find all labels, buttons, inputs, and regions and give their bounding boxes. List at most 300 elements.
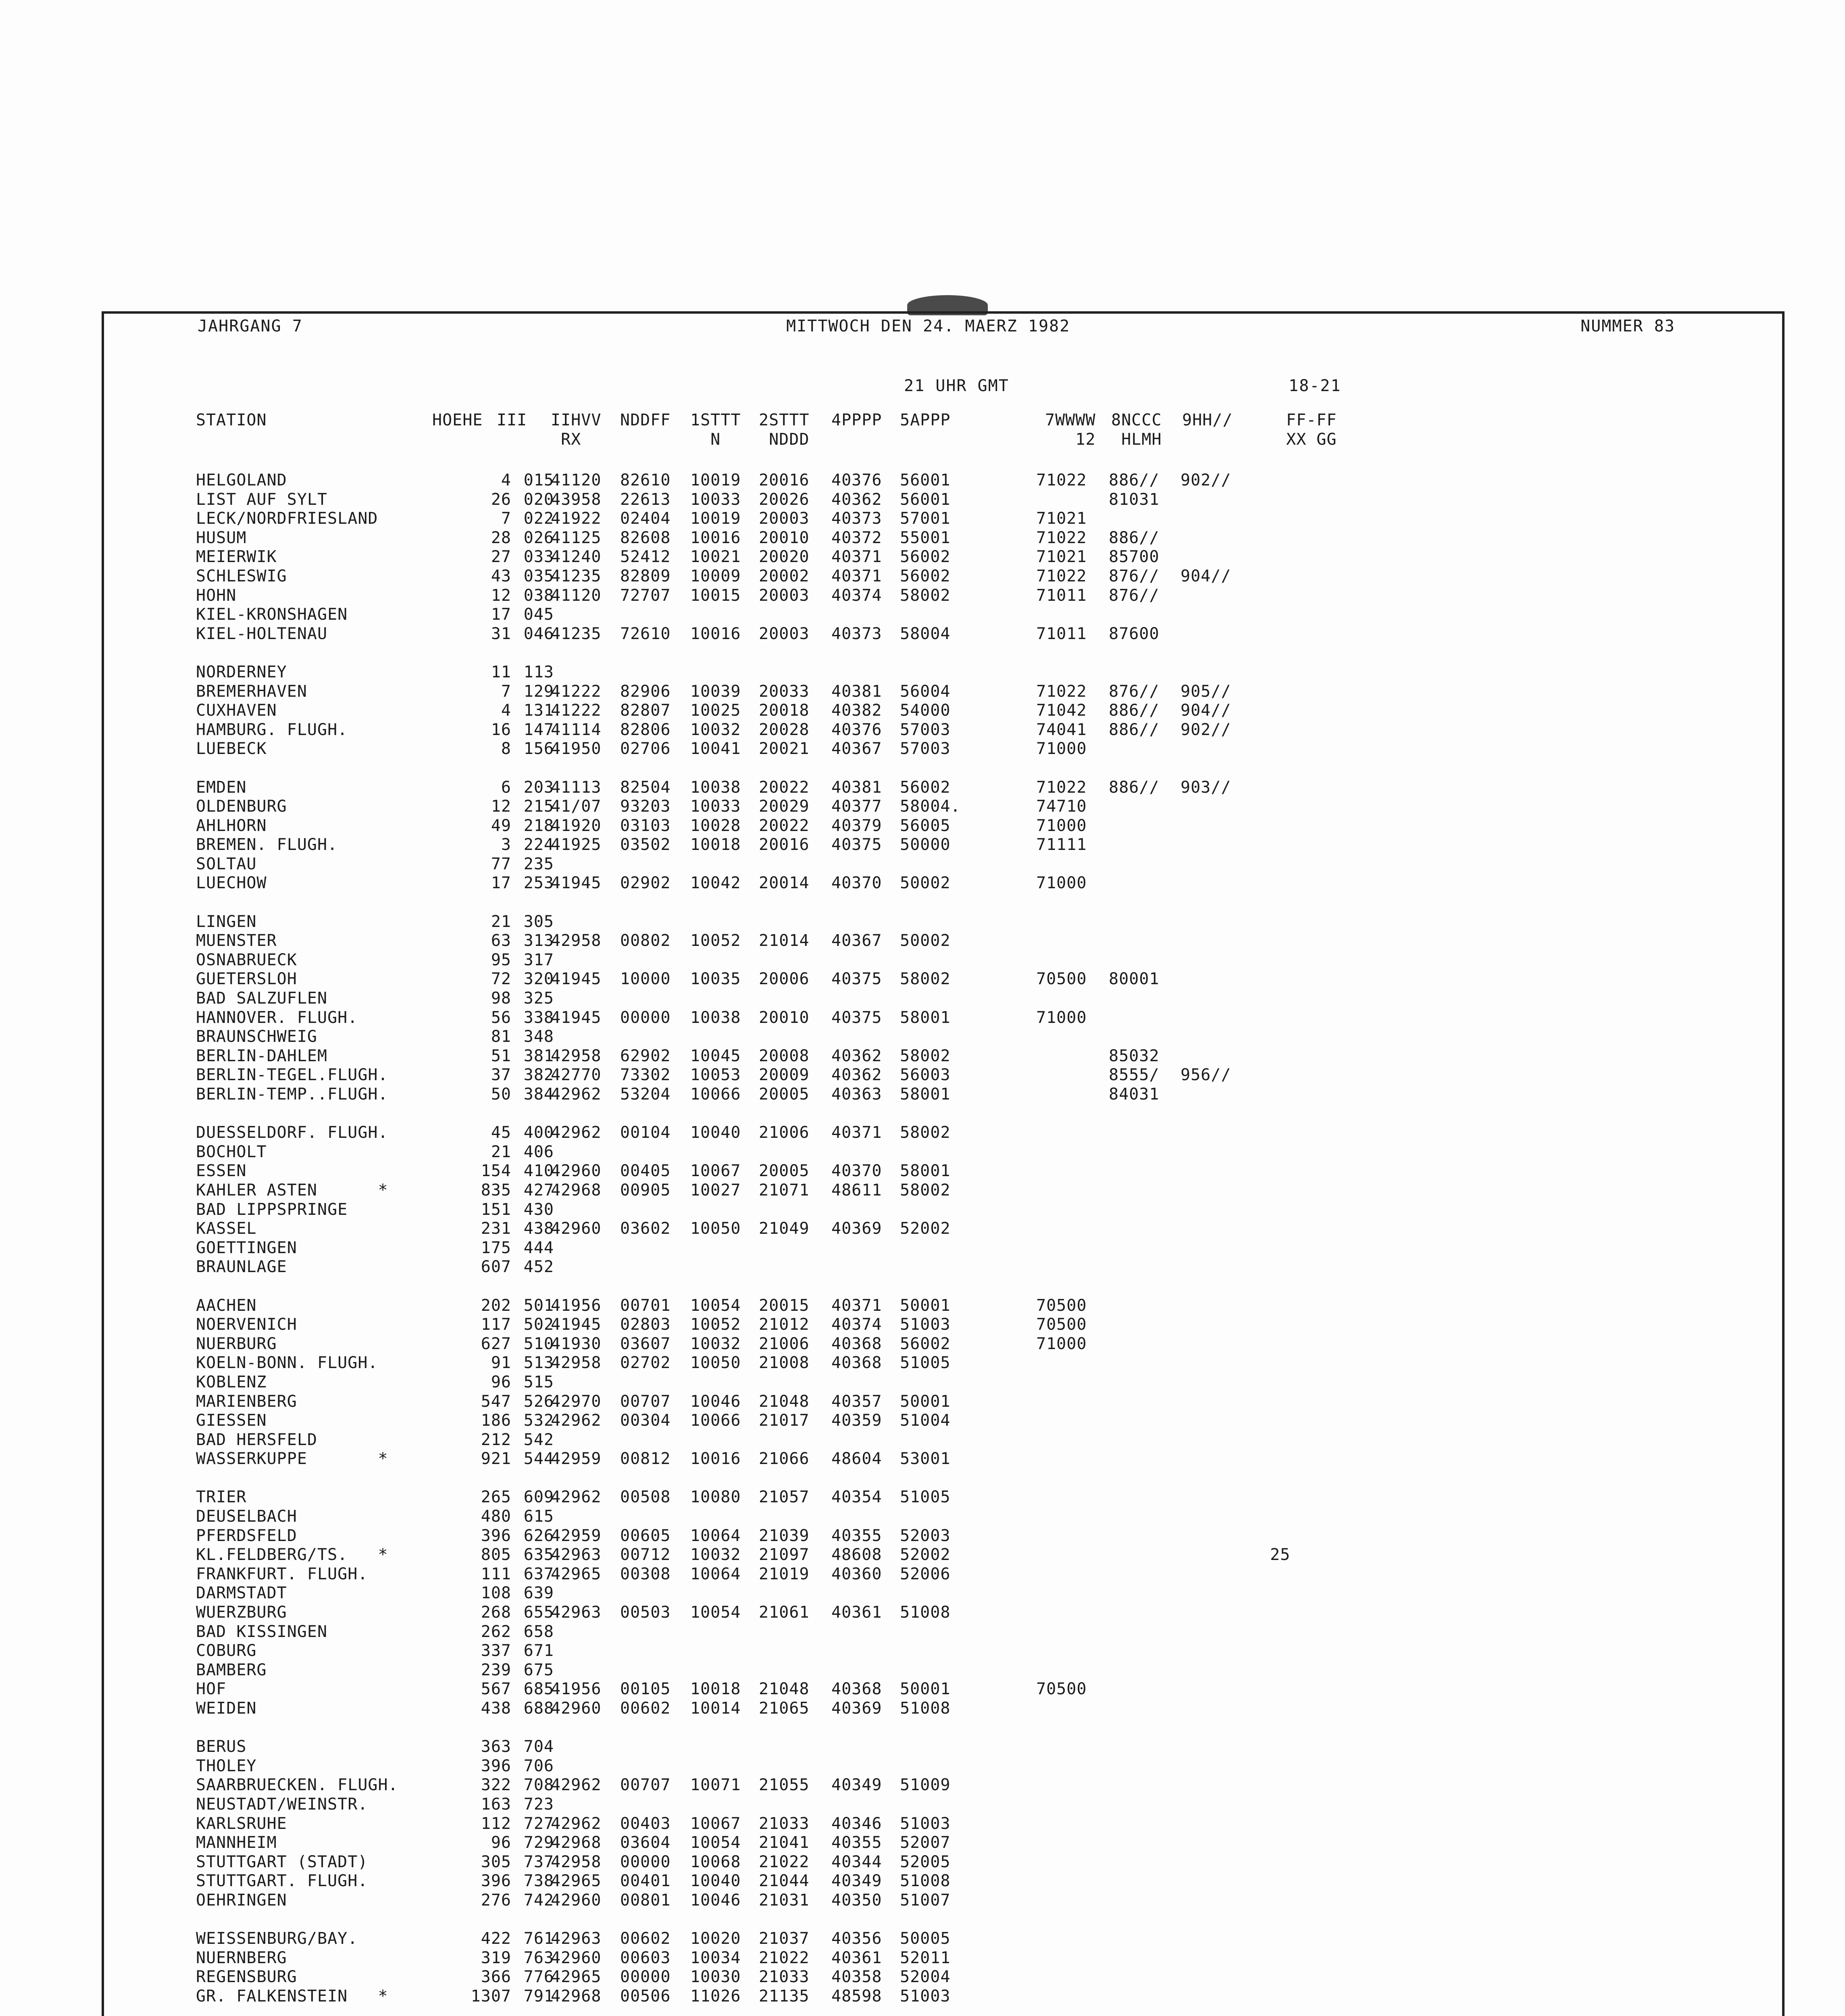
cell-1sttt: 10045 bbox=[690, 1046, 741, 1065]
cell-nddff: 03602 bbox=[620, 1219, 671, 1238]
station-id: 035 bbox=[523, 566, 554, 585]
station-height: 921 bbox=[481, 1450, 511, 1468]
station-height: 7 bbox=[501, 509, 511, 528]
cell-8nccc: 81031 bbox=[1109, 490, 1160, 509]
cell-1sttt: 10038 bbox=[690, 778, 741, 797]
station-id: 502 bbox=[523, 1315, 554, 1334]
cell-7wwww: 71022 bbox=[1036, 566, 1087, 585]
cell-7wwww: 70500 bbox=[1036, 1680, 1087, 1699]
station-name: HAMBURG. FLUGH. bbox=[196, 720, 348, 739]
cell-iihvv: 42959 bbox=[551, 1450, 602, 1468]
station-name: TRIER bbox=[196, 1488, 247, 1507]
table-row bbox=[196, 490, 1688, 510]
cell-nddff: 00000 bbox=[620, 1968, 671, 1987]
cell-iihvv: 42968 bbox=[551, 1181, 602, 1200]
station-height: 163 bbox=[481, 1795, 511, 1814]
cell-4pppp: 40349 bbox=[831, 1872, 882, 1891]
table-row bbox=[196, 1277, 1688, 1296]
station-height: 56 bbox=[491, 1008, 511, 1027]
cell-5appp: 51008 bbox=[900, 1603, 951, 1622]
cell-5appp: 56002 bbox=[900, 1334, 951, 1353]
cell-1sttt: 10041 bbox=[690, 739, 741, 758]
cell-nddff: 52412 bbox=[620, 548, 671, 566]
cell-7wwww: 71022 bbox=[1036, 528, 1087, 547]
station-height: 239 bbox=[481, 1660, 511, 1679]
cell-nddff: 02702 bbox=[620, 1354, 671, 1372]
cell-nddff: 53204 bbox=[620, 1085, 671, 1104]
station-id: 776 bbox=[523, 1968, 554, 1987]
station-name: BERLIN-DAHLEM bbox=[196, 1046, 328, 1065]
station-height: 212 bbox=[481, 1430, 511, 1449]
station-id: 026 bbox=[523, 528, 554, 547]
station-id: 400 bbox=[523, 1123, 554, 1142]
station-name: GR. FALKENSTEIN * bbox=[196, 1987, 388, 2006]
cell-7wwww: 71000 bbox=[1036, 816, 1087, 835]
station-height: 154 bbox=[481, 1162, 511, 1181]
cell-4pppp: 40371 bbox=[831, 1296, 882, 1315]
cell-1sttt: 10054 bbox=[690, 1603, 741, 1622]
cell-5appp: 57001 bbox=[900, 509, 951, 528]
cell-5appp: 51009 bbox=[900, 1776, 951, 1795]
station-name: KIEL-KRONSHAGEN bbox=[196, 605, 348, 624]
cell-8nccc: 84031 bbox=[1109, 1085, 1160, 1104]
cell-2sttt: 20022 bbox=[759, 778, 810, 797]
station-height: 91 bbox=[491, 1354, 511, 1372]
cell-iihvv: 41925 bbox=[551, 835, 602, 854]
cell-1sttt: 10033 bbox=[690, 797, 741, 816]
station-height: 72 bbox=[491, 970, 511, 989]
cell-2sttt: 21065 bbox=[759, 1699, 810, 1718]
cell-2sttt: 20028 bbox=[759, 720, 810, 739]
station-height: 45 bbox=[491, 1123, 511, 1142]
station-height: 396 bbox=[481, 1872, 511, 1891]
cell-nddff: 00508 bbox=[620, 1488, 671, 1507]
station-id: 675 bbox=[523, 1660, 554, 1679]
cell-2sttt: 21061 bbox=[759, 1603, 810, 1622]
station-name: MEIERWIK bbox=[196, 548, 277, 566]
station-id: 791 bbox=[523, 1987, 554, 2006]
cell-1sttt: 10019 bbox=[690, 509, 741, 528]
station-height: 567 bbox=[481, 1680, 511, 1699]
station-table bbox=[196, 471, 1688, 2016]
cell-nddff: 00802 bbox=[620, 931, 671, 950]
station-name: LUECHOW bbox=[196, 874, 267, 893]
cell-5appp: 57003 bbox=[900, 739, 951, 758]
cell-nddff: 00707 bbox=[620, 1392, 671, 1411]
cell-nddff: 62902 bbox=[620, 1046, 671, 1065]
cell-iihvv: 42958 bbox=[551, 931, 602, 950]
cell-1sttt: 10052 bbox=[690, 931, 741, 950]
station-name: KIEL-HOLTENAU bbox=[196, 624, 328, 643]
cell-5appp: 51003 bbox=[900, 1315, 951, 1334]
station-height: 4 bbox=[501, 471, 511, 489]
station-name: BRAUNSCHWEIG bbox=[196, 1027, 317, 1046]
cell-5appp: 58002 bbox=[900, 970, 951, 989]
station-id: 438 bbox=[523, 1219, 554, 1238]
cell-4pppp: 48611 bbox=[831, 1181, 882, 1200]
station-name: CUXHAVEN bbox=[196, 701, 277, 720]
table-row bbox=[196, 1853, 1688, 1872]
station-name: BERUS bbox=[196, 1737, 247, 1756]
station-name: SAARBRUECKEN. FLUGH. bbox=[196, 1776, 398, 1795]
cell-4pppp: 40373 bbox=[831, 509, 882, 528]
cell-nddff: 00812 bbox=[620, 1450, 671, 1468]
table-row bbox=[196, 1411, 1688, 1431]
station-id: 526 bbox=[523, 1392, 554, 1411]
table-row bbox=[196, 1795, 1688, 1814]
station-id: 305 bbox=[523, 912, 554, 931]
cell-2sttt: 21033 bbox=[759, 1968, 810, 1987]
station-name: BAD KISSINGEN bbox=[196, 1622, 328, 1641]
station-id: 317 bbox=[523, 950, 554, 969]
cell-nddff: 00905 bbox=[620, 1181, 671, 1200]
station-id: 513 bbox=[523, 1354, 554, 1372]
table-row bbox=[196, 548, 1688, 567]
station-height: 12 bbox=[491, 586, 511, 605]
station-height: 366 bbox=[481, 1968, 511, 1987]
station-height: 95 bbox=[491, 950, 511, 969]
column-header-nddff: NDDFF bbox=[620, 411, 671, 429]
station-height: 112 bbox=[481, 1814, 511, 1833]
cell-5appp: 58004 bbox=[900, 624, 951, 643]
cell-4pppp: 40375 bbox=[831, 970, 882, 989]
station-height: 17 bbox=[491, 605, 511, 624]
table-row bbox=[196, 1219, 1688, 1239]
cell-4pppp: 40375 bbox=[831, 1008, 882, 1027]
cell-iihvv: 41222 bbox=[551, 701, 602, 720]
cell-5appp: 56001 bbox=[900, 471, 951, 489]
cell-4pppp: 40358 bbox=[831, 1968, 882, 1987]
cell-1sttt: 10027 bbox=[690, 1181, 741, 1200]
station-id: 727 bbox=[523, 1814, 554, 1833]
cell-nddff: 72610 bbox=[620, 624, 671, 643]
cell-7wwww: 71000 bbox=[1036, 739, 1087, 758]
cell-nddff: 00403 bbox=[620, 1814, 671, 1833]
station-id: 156 bbox=[523, 739, 554, 758]
cell-5appp: 52002 bbox=[900, 1219, 951, 1238]
cell-nddff: 00000 bbox=[620, 1852, 671, 1871]
table-row bbox=[196, 931, 1688, 951]
station-name: LUEBECK bbox=[196, 739, 267, 758]
table-row bbox=[196, 893, 1688, 912]
station-height: 337 bbox=[481, 1641, 511, 1660]
cell-4pppp: 40361 bbox=[831, 1603, 882, 1622]
station-id: 313 bbox=[523, 931, 554, 950]
cell-4pppp: 40369 bbox=[831, 1699, 882, 1718]
cell-nddff: 03103 bbox=[620, 816, 671, 835]
table-row bbox=[196, 1104, 1688, 1124]
cell-5appp: 58001 bbox=[900, 1008, 951, 1027]
cell-nddff: 73302 bbox=[620, 1066, 671, 1085]
cell-9hh: 904// bbox=[1181, 701, 1231, 720]
cell-2sttt: 20006 bbox=[759, 970, 810, 989]
station-id: 609 bbox=[523, 1488, 554, 1507]
table-row bbox=[196, 1929, 1688, 1949]
cell-5appp: 58002 bbox=[900, 1181, 951, 1200]
table-row bbox=[196, 970, 1688, 989]
cell-2sttt: 20014 bbox=[759, 874, 810, 893]
cell-1sttt: 10071 bbox=[690, 1776, 741, 1795]
cell-5appp: 51005 bbox=[900, 1354, 951, 1372]
cell-2sttt: 20003 bbox=[759, 586, 810, 605]
table-row bbox=[196, 874, 1688, 893]
station-height: 268 bbox=[481, 1603, 511, 1622]
cell-nddff: 82809 bbox=[620, 566, 671, 585]
cell-2sttt: 21066 bbox=[759, 1450, 810, 1468]
station-id: 325 bbox=[523, 989, 554, 1008]
station-height: 50 bbox=[491, 1085, 511, 1104]
table-row bbox=[196, 951, 1688, 970]
station-height: 37 bbox=[491, 1066, 511, 1085]
station-id: 253 bbox=[523, 874, 554, 893]
cell-8nccc: 876// bbox=[1109, 566, 1160, 585]
cell-iihvv: 41945 bbox=[551, 1008, 602, 1027]
table-row bbox=[196, 1181, 1688, 1200]
cell-4pppp: 40362 bbox=[831, 490, 882, 509]
cell-iihvv: 42770 bbox=[551, 1066, 602, 1085]
cell-nddff: 00603 bbox=[620, 1948, 671, 1967]
cell-5appp: 52005 bbox=[900, 1852, 951, 1871]
cell-2sttt: 21033 bbox=[759, 1814, 810, 1833]
cell-5appp: 52011 bbox=[900, 1948, 951, 1967]
cell-5appp: 58004. bbox=[900, 797, 961, 816]
cell-8nccc: 876// bbox=[1109, 586, 1160, 605]
station-id: 544 bbox=[523, 1450, 554, 1468]
cell-nddff: 00712 bbox=[620, 1545, 671, 1564]
cell-iihvv: 41240 bbox=[551, 548, 602, 566]
station-name: HUSUM bbox=[196, 528, 247, 547]
station-id: 510 bbox=[523, 1334, 554, 1353]
cell-4pppp: 40369 bbox=[831, 1219, 882, 1238]
cell-2sttt: 20002 bbox=[759, 566, 810, 585]
station-height: 96 bbox=[491, 1372, 511, 1391]
cell-nddff: 02902 bbox=[620, 874, 671, 893]
table-row bbox=[196, 1603, 1688, 1622]
cell-5appp: 56003 bbox=[900, 1066, 951, 1085]
cell-4pppp: 40368 bbox=[831, 1680, 882, 1699]
column-header-hoehe: HOEHE bbox=[432, 411, 483, 429]
column-header-station: STATION bbox=[196, 411, 267, 429]
cell-5appp: 56002 bbox=[900, 548, 951, 566]
cell-nddff: 00602 bbox=[620, 1929, 671, 1948]
cell-5appp: 50000 bbox=[900, 835, 951, 854]
cell-1sttt: 10038 bbox=[690, 1008, 741, 1027]
station-height: 26 bbox=[491, 490, 511, 509]
station-name: NUERBURG bbox=[196, 1334, 277, 1353]
cell-1sttt: 10046 bbox=[690, 1392, 741, 1411]
station-name: PFERDSFELD bbox=[196, 1526, 297, 1545]
cell-2sttt: 21037 bbox=[759, 1929, 810, 1948]
cell-1sttt: 11026 bbox=[690, 1987, 741, 2006]
station-id: 452 bbox=[523, 1258, 554, 1277]
cell-4pppp: 40376 bbox=[831, 720, 882, 739]
station-name: DARMSTADT bbox=[196, 1584, 287, 1603]
station-name: KARLSRUHE bbox=[196, 1814, 287, 1833]
issue-number: NUMMER 83 bbox=[1581, 317, 1675, 335]
station-height: 319 bbox=[481, 1948, 511, 1967]
station-id: 729 bbox=[523, 1833, 554, 1852]
cell-iihvv: 42960 bbox=[551, 1162, 602, 1181]
station-height: 28 bbox=[491, 528, 511, 547]
cell-5appp: 56005 bbox=[900, 816, 951, 835]
cell-5appp: 54000 bbox=[900, 701, 951, 720]
cell-1sttt: 10046 bbox=[690, 1891, 741, 1910]
table-row bbox=[196, 1354, 1688, 1373]
station-height: 438 bbox=[481, 1699, 511, 1718]
table-row bbox=[196, 1565, 1688, 1584]
cell-8nccc: 87600 bbox=[1109, 624, 1160, 643]
cell-4pppp: 48608 bbox=[831, 1545, 882, 1564]
station-height: 805 bbox=[481, 1545, 511, 1564]
cell-9hh: 902// bbox=[1181, 720, 1231, 739]
station-id: 320 bbox=[523, 970, 554, 989]
cell-8nccc: 8555/ bbox=[1109, 1066, 1160, 1085]
station-height: 11 bbox=[491, 662, 511, 681]
table-row bbox=[196, 1335, 1688, 1354]
cell-1sttt: 10066 bbox=[690, 1411, 741, 1430]
station-name: REGENSBURG bbox=[196, 1968, 297, 1987]
cell-nddff: 82906 bbox=[620, 682, 671, 701]
cell-1sttt: 10025 bbox=[690, 701, 741, 720]
cell-2sttt: 20010 bbox=[759, 1008, 810, 1027]
station-id: 033 bbox=[523, 548, 554, 566]
cell-5appp: 52004 bbox=[900, 1968, 951, 1987]
station-height: 108 bbox=[481, 1584, 511, 1603]
cell-nddff: 00707 bbox=[620, 1776, 671, 1795]
cell-5appp: 52006 bbox=[900, 1564, 951, 1583]
cell-nddff: 02706 bbox=[620, 739, 671, 758]
station-id: 723 bbox=[523, 1795, 554, 1814]
cell-iihvv: 42958 bbox=[551, 1354, 602, 1372]
cell-8nccc: 886// bbox=[1109, 778, 1160, 797]
cell-4pppp: 40370 bbox=[831, 1162, 882, 1181]
cell-2sttt: 21041 bbox=[759, 1833, 810, 1852]
cell-iihvv: 42963 bbox=[551, 1545, 602, 1564]
cell-iihvv: 41235 bbox=[551, 624, 602, 643]
cell-1sttt: 10030 bbox=[690, 1968, 741, 1987]
station-name: MANNHEIM bbox=[196, 1833, 277, 1852]
station-height: 21 bbox=[491, 912, 511, 931]
cell-iihvv: 42960 bbox=[551, 1948, 602, 1967]
station-height: 77 bbox=[491, 854, 511, 873]
cell-9hh: 902// bbox=[1181, 471, 1231, 489]
cell-5appp: 51003 bbox=[900, 1814, 951, 1833]
cell-2sttt: 21071 bbox=[759, 1181, 810, 1200]
cell-5appp: 51008 bbox=[900, 1699, 951, 1718]
station-id: 235 bbox=[523, 854, 554, 873]
cell-4pppp: 40368 bbox=[831, 1354, 882, 1372]
station-id: 020 bbox=[523, 490, 554, 509]
cell-2sttt: 21097 bbox=[759, 1545, 810, 1564]
table-row bbox=[196, 1239, 1688, 1258]
cell-8nccc: 85032 bbox=[1109, 1046, 1160, 1065]
station-id: 635 bbox=[523, 1545, 554, 1564]
period-label: 18-21 bbox=[1289, 377, 1341, 395]
station-height: 627 bbox=[481, 1334, 511, 1353]
cell-4pppp: 40374 bbox=[831, 586, 882, 605]
station-name: LIST AUF SYLT bbox=[196, 490, 328, 509]
table-row bbox=[196, 586, 1688, 606]
cell-4pppp: 40346 bbox=[831, 1814, 882, 1833]
cell-nddff: 82806 bbox=[620, 720, 671, 739]
station-height: 305 bbox=[481, 1852, 511, 1871]
cell-5appp: 50001 bbox=[900, 1680, 951, 1699]
station-name: STUTTGART (STADT) bbox=[196, 1852, 368, 1871]
cell-1sttt: 10053 bbox=[690, 1066, 741, 1085]
station-name: KOBLENZ bbox=[196, 1372, 267, 1391]
table-row bbox=[196, 1431, 1688, 1450]
station-id: 639 bbox=[523, 1584, 554, 1603]
cell-4pppp: 40354 bbox=[831, 1488, 882, 1507]
cell-1sttt: 10042 bbox=[690, 874, 741, 893]
station-height: 607 bbox=[481, 1258, 511, 1277]
cell-1sttt: 10018 bbox=[690, 835, 741, 854]
table-row bbox=[196, 1757, 1688, 1776]
station-name: NUERNBERG bbox=[196, 1948, 287, 1967]
cell-2sttt: 21039 bbox=[759, 1526, 810, 1545]
station-name: BAD HERSFELD bbox=[196, 1430, 317, 1449]
table-row bbox=[196, 625, 1688, 644]
cell-nddff: 00405 bbox=[620, 1162, 671, 1181]
column-header-1sttt: 1STTT N bbox=[690, 411, 741, 449]
table-row bbox=[196, 1008, 1688, 1028]
station-height: 265 bbox=[481, 1488, 511, 1507]
cell-7wwww: 71011 bbox=[1036, 624, 1087, 643]
station-height: 262 bbox=[481, 1622, 511, 1641]
cell-iihvv: 41950 bbox=[551, 739, 602, 758]
cell-5appp: 51008 bbox=[900, 1872, 951, 1891]
cell-2sttt: 21022 bbox=[759, 1948, 810, 1967]
table-row bbox=[196, 1680, 1688, 1699]
cell-4pppp: 40356 bbox=[831, 1929, 882, 1948]
cell-4pppp: 40371 bbox=[831, 548, 882, 566]
cell-iihvv: 42960 bbox=[551, 1219, 602, 1238]
station-height: 117 bbox=[481, 1315, 511, 1334]
table-row bbox=[196, 2006, 1688, 2016]
cell-1sttt: 10021 bbox=[690, 548, 741, 566]
cell-9hh: 904// bbox=[1181, 566, 1231, 585]
table-row bbox=[196, 1027, 1688, 1047]
station-id: 382 bbox=[523, 1066, 554, 1085]
station-id: 348 bbox=[523, 1027, 554, 1046]
station-id: 615 bbox=[523, 1507, 554, 1526]
table-row bbox=[196, 471, 1688, 490]
station-height: 16 bbox=[491, 720, 511, 739]
station-id: 708 bbox=[523, 1776, 554, 1795]
cell-2sttt: 20022 bbox=[759, 816, 810, 835]
table-row bbox=[196, 529, 1688, 548]
table-row bbox=[196, 1392, 1688, 1412]
cell-7wwww: 71021 bbox=[1036, 548, 1087, 566]
cell-iihvv: 42968 bbox=[551, 1987, 602, 2006]
station-id: 742 bbox=[523, 1891, 554, 1910]
station-id: 046 bbox=[523, 624, 554, 643]
station-id: 224 bbox=[523, 835, 554, 854]
station-height: 202 bbox=[481, 1296, 511, 1315]
cell-4pppp: 40359 bbox=[831, 1411, 882, 1430]
cell-nddff: 82504 bbox=[620, 778, 671, 797]
table-row bbox=[196, 1066, 1688, 1085]
table-row bbox=[196, 1814, 1688, 1834]
station-id: 542 bbox=[523, 1430, 554, 1449]
cell-iihvv: 43958 bbox=[551, 490, 602, 509]
table-row bbox=[196, 1488, 1688, 1507]
cell-4pppp: 40375 bbox=[831, 835, 882, 854]
cell-4pppp: 40349 bbox=[831, 1776, 882, 1795]
cell-4pppp: 40362 bbox=[831, 1046, 882, 1065]
station-name: EMDEN bbox=[196, 778, 247, 797]
cell-7wwww: 71011 bbox=[1036, 586, 1087, 605]
